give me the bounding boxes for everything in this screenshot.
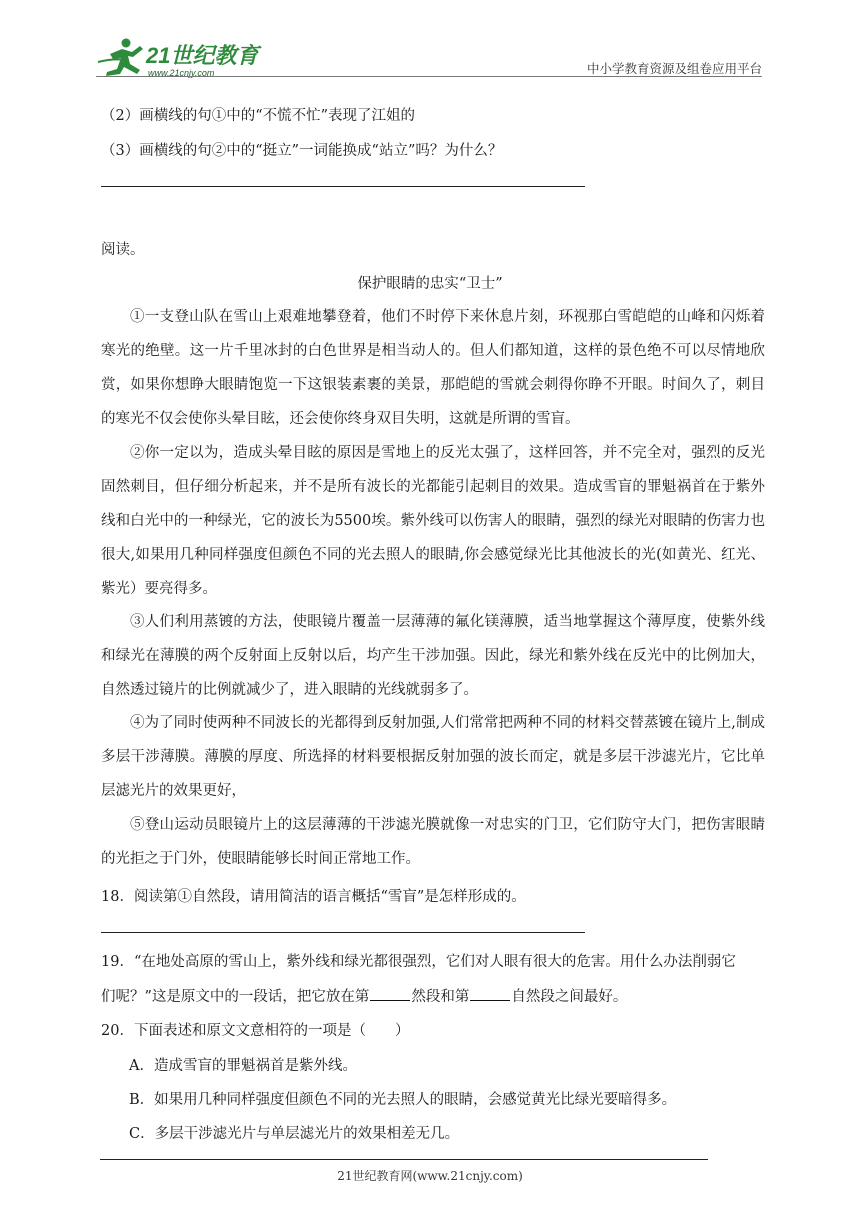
answer-blank[interactable] — [370, 986, 410, 1001]
question-19-text-c: 自然段之间最好。 — [511, 989, 628, 1005]
answer-blank[interactable] — [470, 986, 510, 1001]
footer-text: 21世纪教育网(www.21cnjy.com) — [337, 1169, 523, 1183]
reading-intro: 阅读。 — [101, 242, 145, 258]
answer-line — [101, 932, 585, 933]
option-a: A．造成雪盲的罪魁祸首是紫外线。 — [129, 1058, 357, 1074]
platform-name: 中小学教育资源及组卷应用平台 — [586, 61, 762, 76]
paragraph-5: ⑤登山运动员眼镜片上的这层薄薄的干涉滤光膜就像一对忠实的门卫，它们防守大门，把伤害眼睛的光拒之于门外，使眼睛能够长时间正常地工作。 — [101, 817, 765, 867]
runner-icon — [98, 39, 143, 77]
question-3: （3）画横线的句②中的“挺立”一词能换成“站立”吗？为什么？ — [101, 143, 503, 159]
page-header — [96, 30, 762, 80]
paragraph-4: ④为了同时使两种不同波长的光都得到反射加强,人们常常把两种不同的材料交替蒸镀在镜片上,制成多层干涉薄膜。薄膜的厚度、所选择的材料要根据反射加强的波长而定，就是多层干涉滤光片，它比单层滤光片的效果更好， — [101, 715, 765, 799]
option-b: B．如果用几种同样强度但颜色不同的光去照人的眼睛，会感觉黄光比绿光要暗得多。 — [129, 1092, 677, 1108]
paragraph-1: ①一支登山队在雪山上艰难地攀登着，他们不时停下来休息片刻，环视那白雪皑皑的山峰和闪烁着寒光的绝壁。这一片千里冰封的白色世界是相当动人的。但人们都知道，这样的景色绝不可以尽情地欣赏，如果你想睁大眼睛饱览一下这银装素裹的美景，那皑皑的雪就会刺得你睁不开眼。时间久了，刺目的寒光不仅会使你头晕目眩，还会使你终身双目失明，这就是所谓的雪盲。 — [101, 309, 765, 427]
logo-url: www.21cnjy.com — [148, 68, 215, 78]
logo-text: 21世纪教育 — [146, 43, 259, 68]
question-19-line-1: 19．“在地处高原的雪山上，紫外线和绿光都很强烈，它们对人眼有很大的危害。用什么办法削弱它 — [101, 954, 736, 970]
answer-line — [101, 186, 585, 187]
paragraph-2: ②你一定以为，造成头晕目眩的原因是雪地上的反光太强了，这样回答，并不完全对，强烈的反光固然刺目，但仔细分析起来，并不是所有波长的光都能引起刺目的效果。造成雪盲的罪魁祸首在于紫外线和白光中的一种绿光，它的波长为5500埃。紫外线可以伤害人的眼睛，强烈的绿光对眼睛的伤害力也很大,如果用几种同样强度但颜色不同的光去照人的眼睛,你会感觉绿光比其他波长的光(如黄光、红光、紫光）要亮得多。 — [101, 445, 765, 597]
question-19-text-a: 们呢？”这是原文中的一段话，把它放在第 — [101, 989, 370, 1005]
question-19-text-b: 然段和第 — [411, 989, 470, 1005]
question-18: 18．阅读第①自然段，请用简洁的语言概括“雪盲”是怎样形成的。 — [101, 889, 526, 905]
footer-divider — [100, 1159, 708, 1160]
question-20: 20．下面表述和原文文意相符的一项是（ ） — [101, 1023, 410, 1039]
header-divider — [96, 76, 762, 77]
question-19-line-2 — [101, 985, 627, 1006]
article-title: 保护眼睛的忠实“卫士” — [357, 276, 503, 292]
option-c: C．多层干涉滤光片与单层滤光片的效果相差无几。 — [129, 1126, 460, 1142]
paragraph-3: ③人们利用蒸镀的方法，使眼镜片覆盖一层薄薄的氟化镁薄膜，适当地掌握这个薄厚度，使紫外线和绿光在薄膜的两个反射面上反射以后，均产生干涉加强。因此，绿光和紫外线在反光中的比例加大，自然透过镜片的比例就减少了，进入眼睛的光线就弱多了。 — [101, 614, 765, 698]
question-2: （2）画横线的句①中的“不慌不忙”表现了江姐的 — [101, 108, 416, 124]
logo-21cnjy — [96, 36, 286, 80]
